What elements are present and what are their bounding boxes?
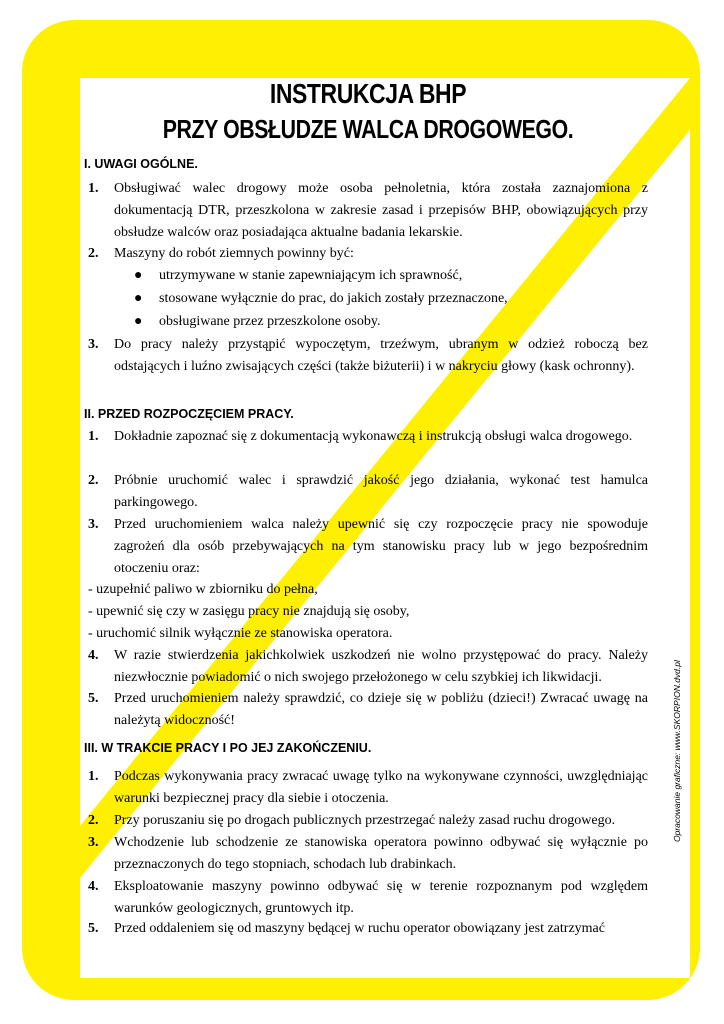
- list-item: [88, 514, 648, 580]
- item-number: 5.: [88, 691, 99, 706]
- bullet-text: obsługiwane przez przeszkolone osoby.: [159, 314, 381, 329]
- item-number: 1.: [88, 181, 99, 196]
- item-number: 1.: [88, 429, 99, 444]
- list-item: [88, 470, 648, 514]
- item-number: 4.: [88, 879, 99, 894]
- item-number: 1.: [88, 769, 99, 784]
- list-item: [88, 334, 648, 378]
- dash-item: - upewnić się czy w zasięgu pracy nie znajdują się osoby,: [88, 604, 410, 619]
- item-text: Przed uruchomieniem walca należy upewnić się czy rozpoczęcie pracy nie spowoduje zagrożeń dla osób przebywających na tym stanowisku pracy lub w jego bezpośrednim otoczeniu oraz:: [114, 517, 648, 576]
- page-subtitle: PRZY OBSŁUDZE WALCA DROGOWEGO.: [162, 114, 574, 144]
- bullet-text: stosowane wyłącznie do prac, do jakich zostały przeznaczone,: [159, 291, 508, 306]
- section-heading-1: I. UWAGI OGÓLNE.: [84, 157, 198, 171]
- bullet-text: utrzymywane w stanie zapewniającym ich sprawność,: [159, 268, 463, 283]
- item-number: 2.: [88, 473, 99, 488]
- item-number: 3.: [88, 337, 99, 352]
- item-text: Eksploatowanie maszyny powinno odbywać się w terenie rozpoznanym pod względem warunków geologicznych, gruntowych itp.: [114, 879, 648, 916]
- item-number: 4.: [88, 648, 99, 663]
- item-text: Przed oddaleniem się od maszyny będącej w ruchu operator obowiązany jest zatrzymać: [114, 921, 605, 936]
- item-text: Przy poruszaniu się po drogach publicznych przestrzegać należy zasad ruchu drogowego.: [114, 813, 616, 828]
- item-text: W razie stwierdzenia jakichkolwiek uszkodzeń nie wolno przystępować do pracy. Należy niezwłocznie powiadomić o nich swojego przełożonego w celu szybkiej ich likwidacji.: [114, 648, 648, 685]
- dash-item: - uruchomić silnik wyłącznie ze stanowiska operatora.: [88, 626, 393, 641]
- list-item: [88, 688, 648, 732]
- page-title: INSTRUKCJA BHP: [269, 78, 467, 109]
- item-text: Próbnie uruchomić walec i sprawdzić jakość jego działania, wykonać test hamulca parkingowego.: [114, 473, 648, 510]
- list-item: [88, 178, 648, 244]
- item-number: 5.: [88, 921, 99, 936]
- list-item: [88, 876, 648, 920]
- item-text: Dokładnie zapoznać się z dokumentacją wykonawczą i instrukcją obsługi walca drogowego.: [114, 429, 633, 444]
- bullet-icon: ●: [134, 268, 143, 283]
- list-item: [88, 810, 648, 832]
- item-text: Do pracy należy przystąpić wypoczętym, trzeźwym, ubranym w odzież roboczą bez odstających i luźno zwisających części (także biżuterii) i w nakryciu głowy (kask ochronny).: [114, 337, 648, 374]
- list-item: [88, 243, 648, 265]
- item-number: 2.: [88, 813, 99, 828]
- bullet-item: [134, 265, 654, 287]
- item-number: 2.: [88, 246, 99, 261]
- bullet-icon: ●: [134, 314, 143, 329]
- graphic-credit: Opracowanie graficzne: www.SKORPION.dvd.pl: [672, 660, 682, 842]
- item-text: Maszyny do robót ziemnych powinny być:: [114, 246, 354, 261]
- item-text: Obsługiwać walec drogowy może osoba pełnoletnia, która została zaznajomiona z dokumentacją DTR, przeszkolona w zakresie zasad i przepisów BHP, obowiązujących przy obsłudze walców oraz posiadająca aktualne badania lekarskie.: [114, 181, 648, 240]
- list-item: [88, 766, 648, 810]
- list-item: [88, 645, 648, 689]
- item-text: Przed uruchomieniem należy sprawdzić, co dzieje się w pobliżu (dzieci!) Zwracać uwagę na należytą widoczność!: [114, 691, 648, 728]
- item-text: Wchodzenie lub schodzenie ze stanowiska operatora powinno odbywać się wyłącznie po przeznaczonych do tego stopniach, schodach lub drabinkach.: [114, 835, 648, 872]
- list-item: [88, 918, 648, 940]
- item-text: Podczas wykonywania pracy zwracać uwagę tylko na wykonywane czynności, uwzględniając warunki bezpiecznej pracy dla siebie i otoczenia.: [114, 769, 648, 806]
- list-item: [88, 426, 648, 448]
- bullet-item: [134, 311, 654, 333]
- dash-item: - uzupełnić paliwo w zbiorniku do pełna,: [88, 582, 318, 597]
- bullet-icon: ●: [134, 291, 143, 306]
- section-heading-3: III. W TRAKCIE PRACY I PO JEJ ZAKOŃCZENIU.: [84, 741, 372, 755]
- list-item: [88, 832, 648, 876]
- item-number: 3.: [88, 517, 99, 532]
- section-heading-2: II. PRZED ROZPOCZĘCIEM PRACY.: [84, 407, 294, 421]
- bullet-item: [134, 288, 654, 310]
- item-number: 3.: [88, 835, 99, 850]
